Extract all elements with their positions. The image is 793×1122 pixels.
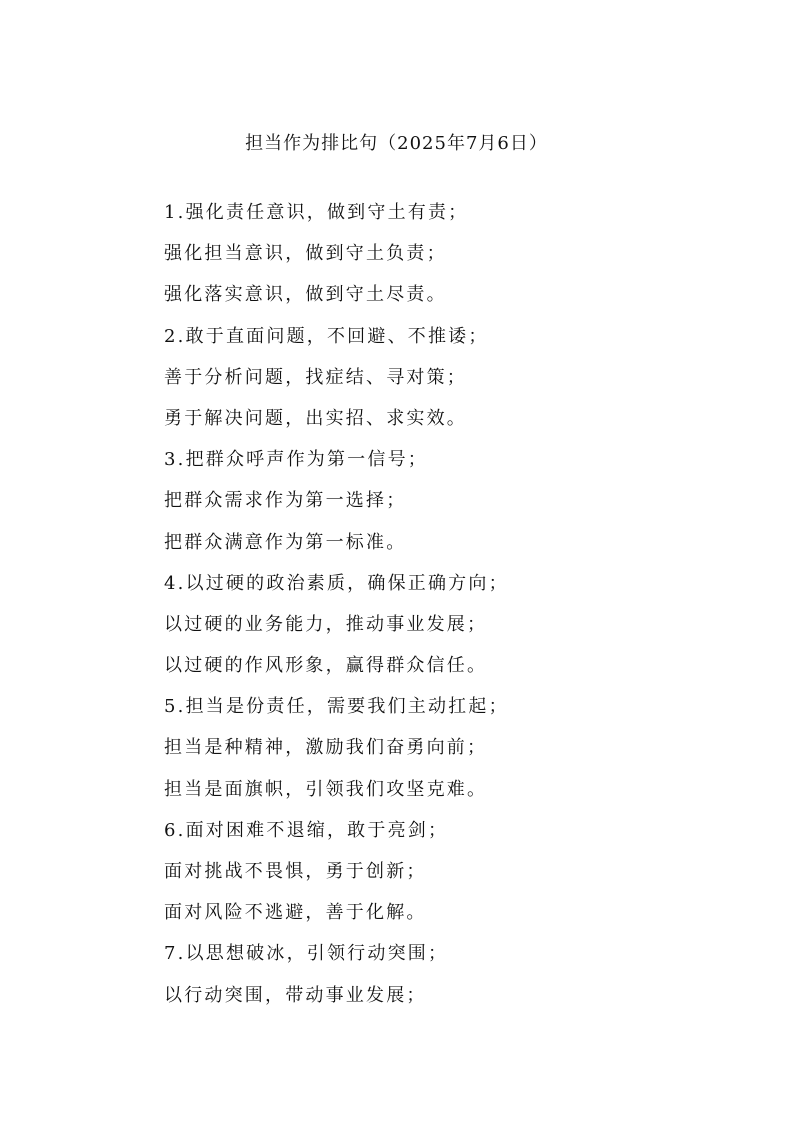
text-line: 强化落实意识，做到守土尽责。 — [164, 284, 447, 306]
document-body — [164, 199, 764, 1023]
text-line: 3.把群众呼声作为第一信号； — [164, 449, 428, 471]
text-line: 以过硬的作风形象，赢得群众信任。 — [164, 655, 488, 677]
text-line: 4.以过硬的政治素质，确保正确方向； — [164, 572, 509, 594]
text-line: 善于分析问题，找症结、寻对策； — [164, 366, 467, 388]
text-line: 2.敢于直面问题，不回避、不推诿； — [164, 325, 489, 347]
document-title: 担当作为排比句（2025年7月6日） — [245, 133, 548, 154]
text-line: 1.强化责任意识，做到守土有责； — [164, 202, 469, 223]
text-line: 把群众满意作为第一标准。 — [164, 531, 407, 553]
text-line: 以行动突围，带动事业发展； — [164, 984, 427, 1006]
text-line: 6.面对困难不退缩，敢于亮剑； — [164, 819, 449, 841]
text-line: 担当是面旗帜，引领我们攻坚克难。 — [164, 778, 488, 800]
text-line: 担当是种精神，激励我们奋勇向前； — [164, 737, 488, 759]
text-line: 面对风险不逃避，善于化解。 — [164, 902, 427, 924]
text-line: 面对挑战不畏惧，勇于创新； — [164, 861, 427, 882]
text-line: 勇于解决问题，出实招、求实效。 — [164, 407, 467, 429]
text-line: 把群众需求作为第一选择； — [164, 490, 407, 512]
text-line: 7.以思想破冰，引领行动突围； — [164, 943, 449, 965]
text-line: 强化担当意识，做到守土负责； — [164, 243, 447, 265]
text-line: 以过硬的业务能力，推动事业发展； — [164, 613, 488, 635]
text-line: 5.担当是份责任，需要我们主动扛起； — [164, 696, 509, 718]
